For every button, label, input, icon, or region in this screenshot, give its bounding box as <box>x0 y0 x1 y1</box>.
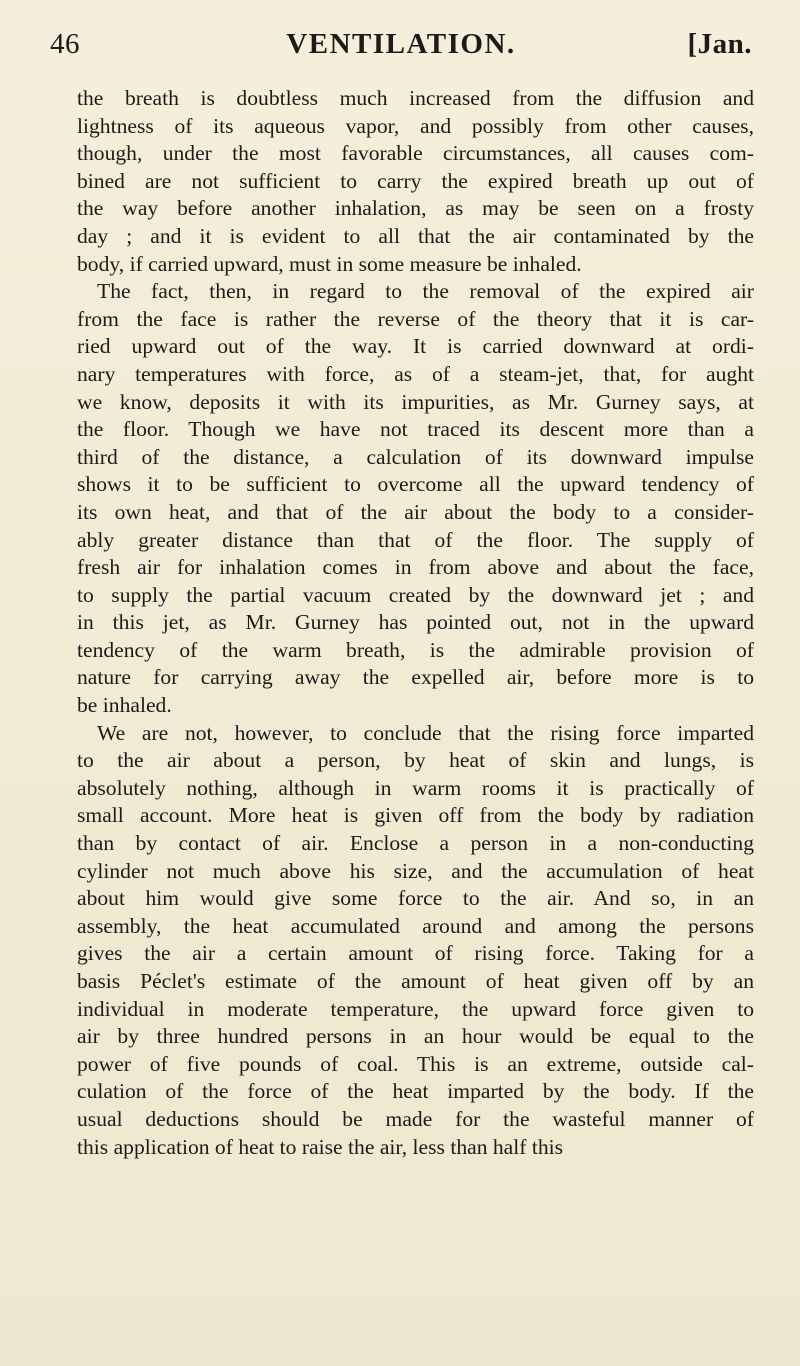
paragraph <box>77 720 754 1162</box>
text-line: assembly, the heat accumulated around and among the persons <box>77 913 754 938</box>
text-line: basis Péclet's estimate of the amount of heat given off by an <box>77 969 754 993</box>
text-line: We are not, however, to conclude that the rising force imparted <box>97 720 754 745</box>
text-line: the floor. Though we have not traced its descent more than a <box>77 417 754 442</box>
text-line: fresh air for inhalation comes in from above and about the face, <box>77 555 754 580</box>
issue-label: [Jan. <box>687 28 752 60</box>
text-line: this application of heat to raise the air, less than half this <box>77 1134 564 1159</box>
text-line: lightness of its aqueous vapor, and possibly from other causes, <box>77 113 754 138</box>
text-line: tendency of the warm breath, is the admirable provision of <box>77 637 754 662</box>
text-line: body, if carried upward, must in some measure be inhaled. <box>77 251 582 276</box>
text-line: absolutely nothing, although in warm rooms it is practically of <box>77 775 754 800</box>
text-line: than by contact of air. Enclose a person in a non-conducting <box>77 831 754 856</box>
text-line: third of the distance, a calculation of its downward impulse <box>77 444 754 469</box>
text-line: from the face is rather the reverse of the theory that it is car- <box>77 306 754 331</box>
text-line: to supply the partial vacuum created by the downward jet ; and <box>77 582 754 607</box>
running-header <box>50 28 752 68</box>
text-line: to the air about a person, by heat of skin and lungs, is <box>77 748 754 773</box>
text-line: small account. More heat is given off from the body by radiation <box>77 803 754 828</box>
text-line: shows it to be sufficient to overcome all the upward tendency of <box>77 472 754 497</box>
text-line: gives the air a certain amount of rising force. Taking for a <box>77 941 754 966</box>
text-line: nature for carrying away the expelled air, before more is to <box>77 665 754 690</box>
text-line: about him would give some force to the air. And so, in an <box>77 886 754 911</box>
text-line: culation of the force of the heat imparted by the body. If the <box>77 1079 754 1104</box>
text-line: be inhaled. <box>77 693 172 718</box>
body-text <box>77 85 754 1161</box>
text-line: usual deductions should be made for the wasteful manner of <box>77 1106 754 1131</box>
text-line: its own heat, and that of the air about the body to a consider- <box>77 499 754 524</box>
page-number: 46 <box>50 28 80 60</box>
running-title: VENTILATION. <box>286 28 516 60</box>
text-line: we know, deposits it with its impurities, as Mr. Gurney says, at <box>77 389 754 414</box>
text-line: bined are not sufficient to carry the expired breath up out of <box>77 168 754 193</box>
text-line: day ; and it is evident to all that the air contaminated by the <box>77 223 754 248</box>
text-line: nary temperatures with force, as of a steam-jet, that, for aught <box>77 361 754 386</box>
text-line: air by three hundred persons in an hour would be equal to the <box>77 1024 754 1049</box>
text-line: power of five pounds of coal. This is an extreme, outside cal- <box>77 1051 754 1076</box>
text-line: ably greater distance than that of the floor. The supply of <box>77 527 754 552</box>
text-line: The fact, then, in regard to the removal of the expired air <box>97 279 754 304</box>
text-line: in this jet, as Mr. Gurney has pointed out, not in the upward <box>77 610 754 635</box>
paragraph <box>77 85 754 278</box>
text-line: the way before another inhalation, as may be seen on a frosty <box>77 196 754 221</box>
text-line: ried upward out of the way. It is carried downward at ordi- <box>77 334 754 359</box>
paragraph <box>77 278 754 720</box>
text-line: though, under the most favorable circumstances, all causes com- <box>77 141 754 166</box>
text-line: individual in moderate temperature, the upward force given to <box>77 996 754 1021</box>
text-line: the breath is doubtless much increased from the diffusion and <box>77 86 754 110</box>
text-line: cylinder not much above his size, and the accumulation of heat <box>77 858 754 883</box>
